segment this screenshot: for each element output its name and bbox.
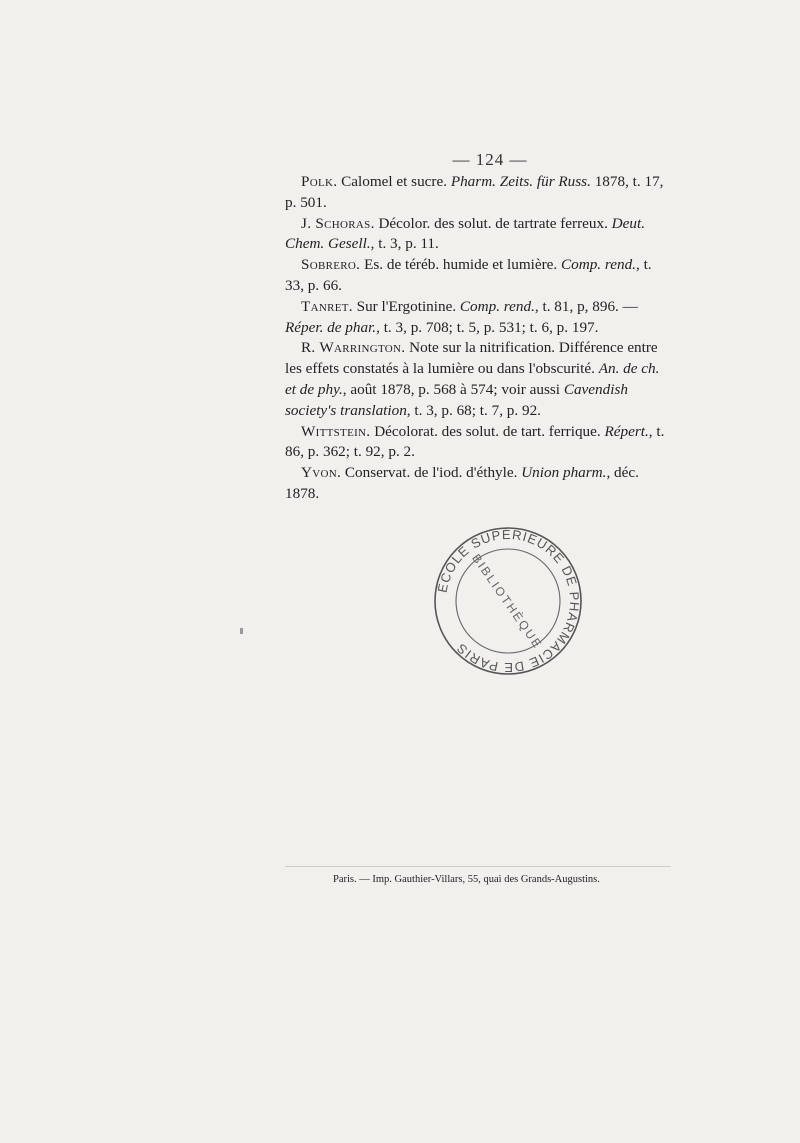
stamp-inner-text: BIBLIOTHÈQUE	[469, 551, 546, 652]
entry-title: Décolor. des solut. de tartrate ferreux.	[374, 214, 612, 232]
bibliography-entry	[285, 338, 671, 421]
bibliography-entry	[285, 297, 671, 339]
entry-title: Calomel et sucre.	[337, 173, 451, 190]
entry-source: Union pharm.	[521, 464, 607, 482]
entry-author: Yvon.	[301, 464, 342, 482]
entry-reference: , déc. 1878.	[285, 464, 639, 502]
entry-author: Wittstein.	[301, 422, 371, 440]
entry-source: Comp. rend.	[561, 256, 636, 274]
entry-source: Pharm. Zeits. für Russ.	[450, 173, 591, 190]
entry-reference: , t. 33, p. 66.	[285, 256, 652, 294]
bibliography-entry	[285, 422, 671, 464]
footer-rule	[285, 866, 671, 867]
entry-author: J. Schoras.	[301, 214, 375, 232]
entry-title: Note sur la nitrification. Différence entre les effets constatés à la lumière ou dans l'obscurité.	[285, 339, 658, 378]
entry-author: Sobrero.	[301, 256, 361, 274]
bibliography-entry	[285, 463, 671, 505]
entry-source: Comp. rend.	[459, 297, 535, 315]
entry-source: Cavendish society's translation	[285, 380, 628, 419]
entry-reference: , t. 3, p. 68; t. 7, p. 92.	[406, 401, 541, 419]
entry-title: Es. de téréb. humide et lumière.	[360, 256, 562, 274]
bibliography-list	[285, 172, 671, 505]
entry-source: Répert.	[604, 422, 649, 440]
entry-reference: , août 1878, p. 568 à 574; voir aussi	[342, 380, 564, 398]
margin-mark	[240, 628, 243, 634]
entry-reference: , t. 3, p. 11.	[370, 235, 439, 253]
entry-reference: , t. 86, p. 362; t. 92, p. 2.	[285, 422, 665, 461]
entry-title: Sur l'Ergotinine.	[352, 297, 460, 315]
entry-reference: 1878, t. 17, p. 501.	[285, 173, 664, 211]
entry-title: Décolorat. des solut. de tart. ferrique.	[370, 422, 605, 440]
entry-source: Réper. de phar.	[285, 318, 377, 336]
entry-author: R. Warrington.	[301, 339, 406, 357]
bibliography-entry	[285, 214, 671, 256]
entry-source: Deut. Chem. Gesell.	[285, 214, 645, 253]
page-number: — 124 —	[452, 150, 528, 169]
entry-reference: , t. 3, p. 708; t. 5, p. 531; t. 6, p. 197.	[376, 318, 599, 336]
bibliography-entry	[285, 172, 671, 214]
printer-imprint: Paris. — Imp. Gauthier-Villars, 55, quai des Grands-Augustins.	[333, 874, 600, 885]
entry-reference: , t. 81, p, 896. —	[534, 297, 638, 315]
library-stamp	[428, 526, 588, 676]
entry-title: Conservat. de l'iod. d'éthyle.	[341, 464, 522, 482]
entry-author: Tanret.	[301, 297, 353, 315]
entry-source: An. de ch. et de phy.	[285, 360, 660, 398]
stamp-outer-text: ÉCOLE SUPÉRIEURE DE PHARMACIE DE PARIS	[434, 526, 583, 676]
entry-author: Polk.	[301, 173, 338, 190]
bibliography-entry	[285, 255, 671, 297]
